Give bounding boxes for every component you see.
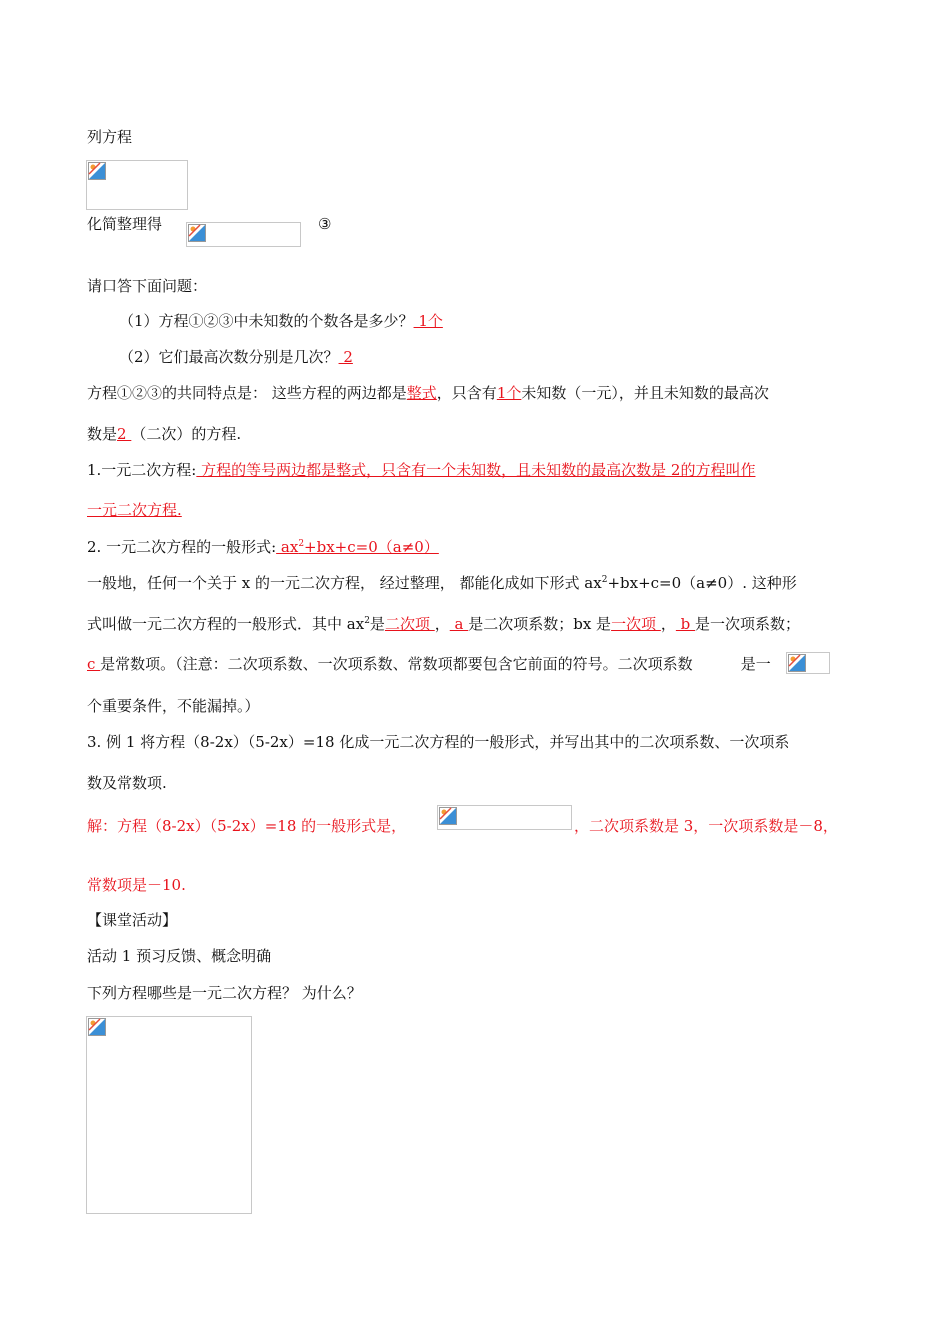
question-1: （1）方程①②③中未知数的个数各是多少？ 1个 bbox=[119, 312, 443, 330]
paragraph-line-1: 一般地，任何一个关于 x 的一元二次方程， 经过整理， 都能化成如下形式 $ax^2+bx+c=0(a\ne 0)$. 这种形 bbox=[87, 574, 797, 592]
example-line-2: 数及常数项. bbox=[87, 774, 167, 792]
solution-line-2: 常数项是－10. bbox=[87, 876, 186, 894]
solution-line-1a: 解：方程（8-2x）（5-2x）=18 的一般形式是， bbox=[87, 817, 407, 835]
text-question-intro: 请口答下面问题： bbox=[87, 277, 208, 295]
broken-image-icon bbox=[88, 1018, 106, 1036]
activity-question: 下列方程哪些是一元二次方程？ 为什么？ bbox=[87, 984, 362, 1002]
broken-image-icon bbox=[188, 224, 206, 242]
equation-image bbox=[186, 222, 301, 247]
feature-line-1: 方程①②③的共同特点是： 这些方程的两边都是整式，只含有1个未知数（一元），并且未知数的最高次 bbox=[87, 384, 769, 402]
broken-image-icon bbox=[788, 654, 806, 672]
equation-image bbox=[786, 652, 830, 674]
definition-line-1: 1.一元二次方程: 方程的等号两边都是整式，只含有一个未知数，且未知数的最高次数是 2的方程叫作 bbox=[87, 461, 756, 479]
paragraph-line-3: c 是常数项。（注意：二次项系数、一次项系数、常数项都要包含它前面的符号。二次项系数 是一 bbox=[87, 655, 771, 673]
paragraph-line-2: 式叫做一元二次方程的一般形式．其中 $ax^2$是二次项 ， a 是二次项系数；bx 是一次项 ， b 是一次项系数； bbox=[87, 615, 801, 633]
question-2: （2）它们最高次数分别是几次？ 2 bbox=[119, 348, 353, 366]
text-lie-fangcheng: 列方程 bbox=[87, 128, 133, 146]
paragraph-line-4: 个重要条件，不能漏掉。） bbox=[87, 697, 260, 715]
broken-image-icon bbox=[88, 162, 106, 180]
broken-image-icon bbox=[439, 807, 457, 825]
equation-image bbox=[86, 160, 188, 210]
text-simplify: 化简整理得 bbox=[87, 215, 163, 233]
general-form-title: 2. 一元二次方程的一般形式: $ax^2+bx+c=0(a\ne 0)$ bbox=[87, 538, 439, 556]
equation-image bbox=[437, 805, 572, 830]
example-line-1: 3. 例 1 将方程（8-2x）（5-2x）=18 化成一元二次方程的一般形式，并写出其中的二次项系数、一次项系 bbox=[87, 733, 790, 751]
solution-line-1b: ，二次项系数是 3，一次项系数是－8， bbox=[574, 817, 838, 835]
feature-line-2: 数是2 （二次）的方程. bbox=[87, 425, 242, 443]
circled-three: ③ bbox=[318, 215, 332, 233]
activity-title: 活动 1 预习反馈、概念明确 bbox=[87, 947, 272, 965]
definition-line-2: 一元二次方程. bbox=[87, 501, 182, 519]
equation-list-image bbox=[86, 1016, 252, 1214]
section-heading: 【课堂活动】 bbox=[87, 911, 178, 929]
